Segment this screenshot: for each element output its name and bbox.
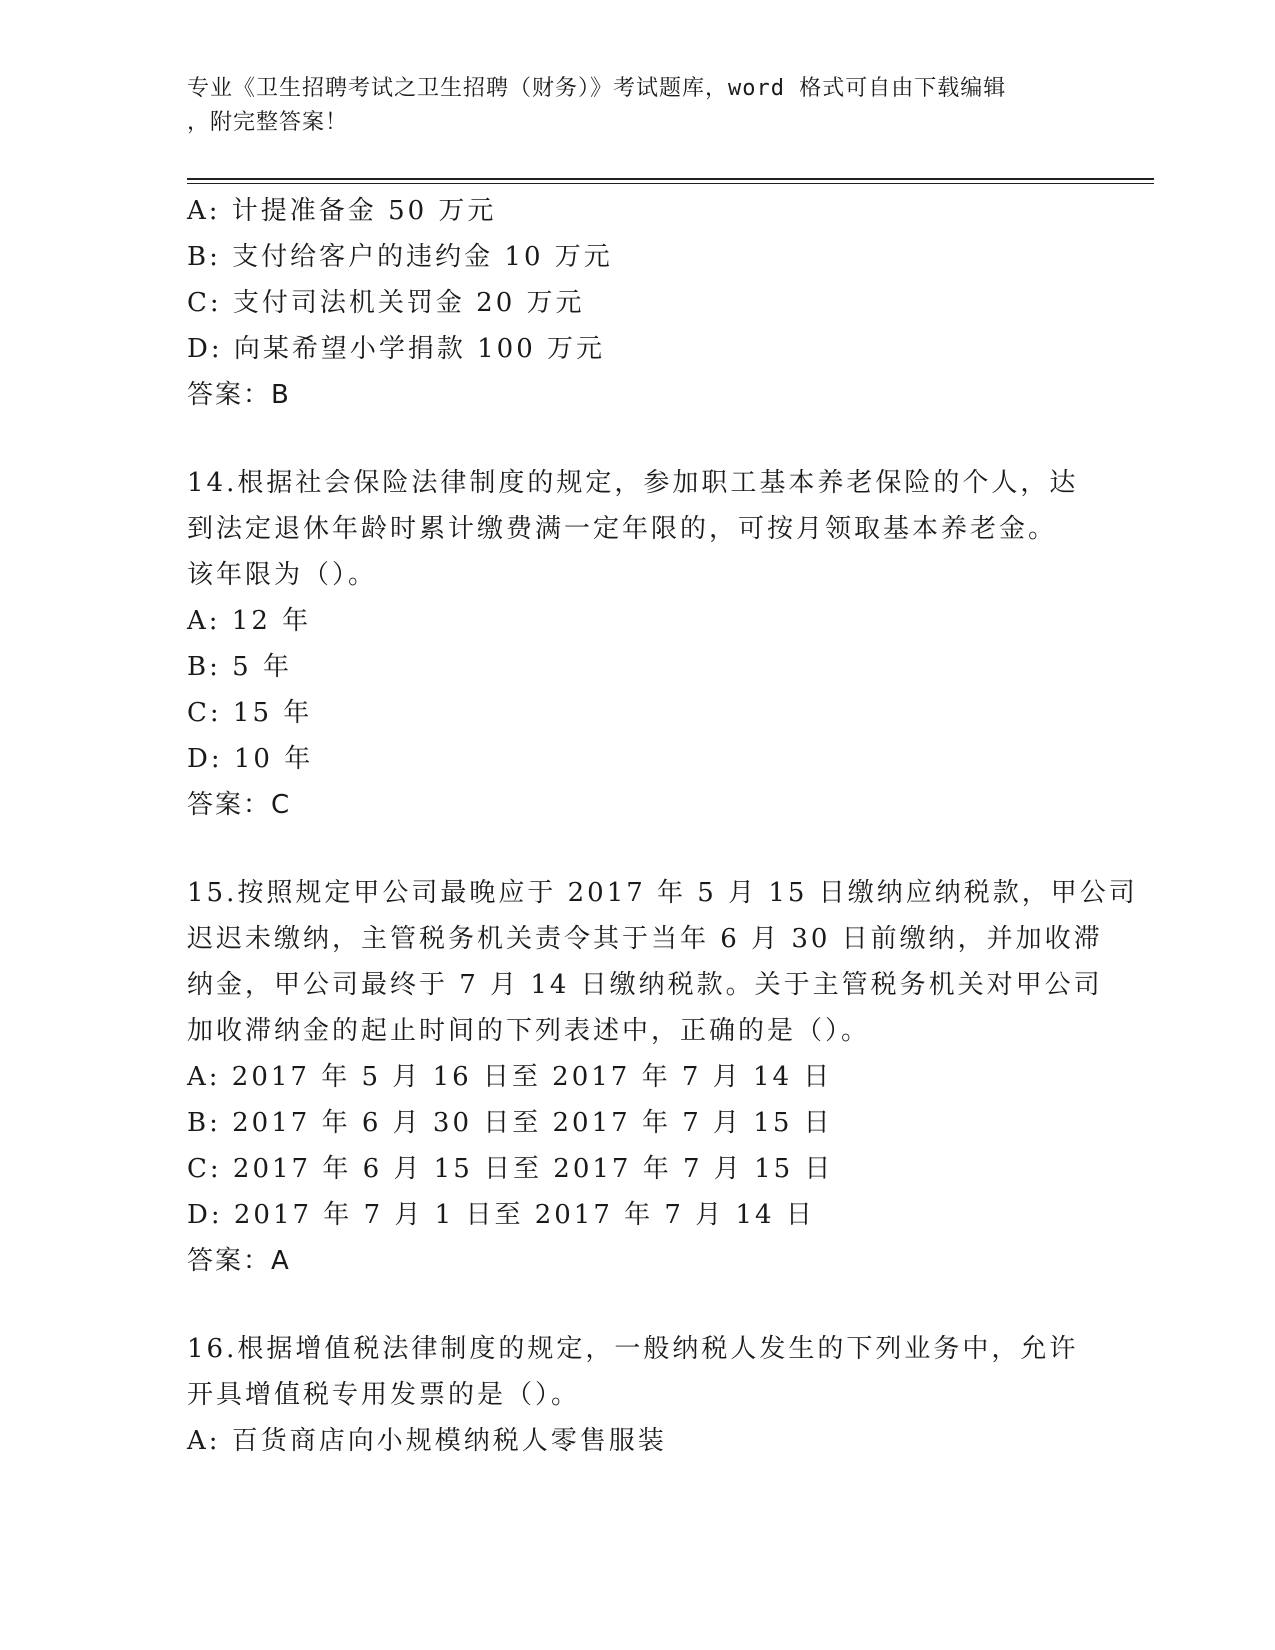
question-text-line: 加收滞纳金的起止时间的下列表述中，正确的是（）。 — [187, 1016, 871, 1046]
header-divider-thick — [187, 178, 1154, 180]
header-divider-thin — [187, 183, 1154, 184]
question-text-line: 迟迟未缴纳，主管税务机关责令其于当年 6 月 30 日前缴纳，并加收滞 — [187, 924, 1103, 954]
option-d: D: 向某希望小学捐款 100 万元 — [187, 334, 606, 364]
question-15 — [187, 870, 1138, 1284]
option-a: A: 2017 年 5 月 16 日至 2017 年 7 月 14 日 — [187, 1062, 833, 1092]
option-b: B: 2017 年 6 月 30 日至 2017 年 7 月 15 日 — [187, 1108, 833, 1138]
question-text-line: 到法定退休年龄时累计缴费满一定年限的，可按月领取基本养老金。 — [187, 514, 1058, 544]
question-16 — [187, 1326, 1087, 1464]
option-c: C: 15 年 — [187, 698, 313, 728]
question-14 — [187, 460, 1087, 828]
option-d: D: 10 年 — [187, 744, 314, 774]
answer-line: 答案：C — [187, 790, 292, 820]
question-text-line: 纳金，甲公司最终于 7 月 14 日缴纳税款。关于主管税务机关对甲公司 — [187, 970, 1103, 1000]
answer-line: 答案：B — [187, 380, 291, 410]
option-c: C: 2017 年 6 月 15 日至 2017 年 7 月 15 日 — [187, 1154, 834, 1184]
question-content — [187, 188, 1138, 1464]
option-b: B: 支付给客户的违约金 10 万元 — [187, 242, 613, 272]
question-13 — [187, 188, 1087, 418]
option-a: A: 百货商店向小规模纳税人零售服装 — [187, 1426, 667, 1456]
question-text-line: 15.按照规定甲公司最晚应于 2017 年 5 月 15 日缴纳应纳税款，甲公司 — [187, 878, 1138, 908]
header-line-2: ，附完整答案！ — [187, 110, 349, 135]
option-a: A: 计提准备金 50 万元 — [187, 196, 497, 226]
question-text-line: 该年限为（）。 — [187, 560, 378, 590]
option-a: A: 12 年 — [187, 606, 312, 636]
question-text-line: 14.根据社会保险法律制度的规定，参加职工基本养老保险的个人，达 — [187, 468, 1079, 498]
option-b: B: 5 年 — [187, 652, 292, 682]
answer-line: 答案：A — [187, 1246, 291, 1276]
question-text-line: 16.根据增值税法律制度的规定，一般纳税人发生的下列业务中，允许 — [187, 1334, 1079, 1364]
header-line-1: 专业《卫生招聘考试之卫生招聘（财务）》考试题库，word 格式可自由下载编辑 — [187, 76, 1007, 101]
document-header — [187, 72, 1087, 140]
option-c: C: 支付司法机关罚金 20 万元 — [187, 288, 585, 318]
question-text-line: 开具增值税专用发票的是（）。 — [187, 1380, 581, 1410]
option-d: D: 2017 年 7 月 1 日至 2017 年 7 月 14 日 — [187, 1200, 815, 1230]
